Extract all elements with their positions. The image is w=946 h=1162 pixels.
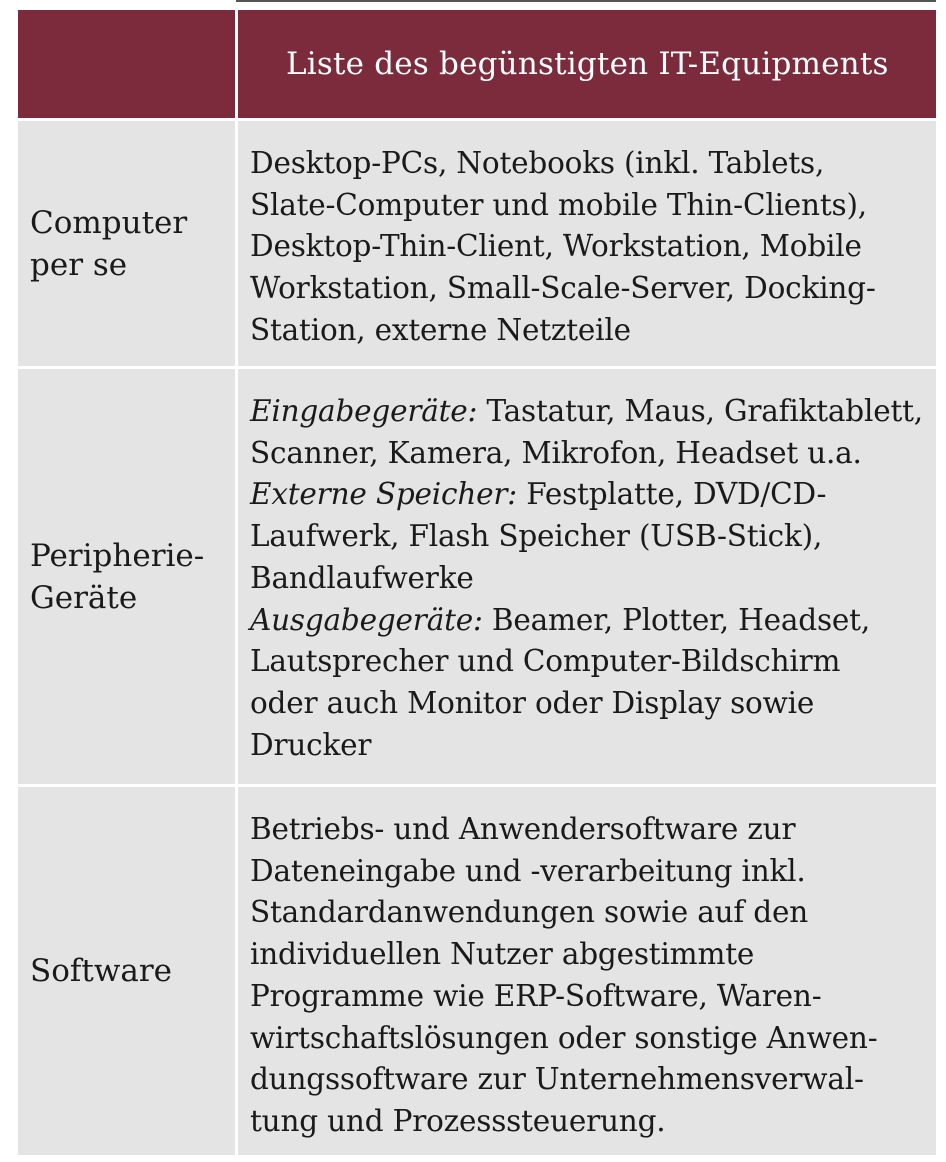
content-line: [250, 474, 926, 516]
row-label: [18, 787, 235, 1155]
row-content: [238, 121, 936, 366]
content-line: Desktop-Thin-Client, Workstation, Mobile: [250, 229, 862, 264]
table-row-peripherie: [18, 366, 936, 784]
row-content: [238, 787, 936, 1155]
content-line: [250, 600, 926, 642]
row-label-line: per se: [30, 246, 128, 283]
group-heading: Ausgabegeräte:: [250, 602, 483, 637]
top-rule: [236, 0, 936, 2]
content-line: Dateneingabe und -verarbeitung inkl.: [250, 853, 806, 888]
content-line: wirtschaftslösungen oder sonstige Anwen-: [250, 1020, 878, 1055]
table-row-software: [18, 784, 936, 1155]
content-line: Workstation, Small-Scale-Server, Docking-: [250, 271, 876, 306]
content-line: Laufwerk, Flash Speicher (USB-Stick),: [250, 519, 823, 554]
content-line: Slate-Computer und mobile Thin-Clients),: [250, 187, 867, 222]
row-label: [18, 369, 235, 784]
content-line: Programme wie ERP-Software, Waren-: [250, 978, 822, 1013]
row-label-line: Computer: [30, 204, 188, 241]
header-title: Liste des begünstigten IT-Equipments: [238, 10, 936, 118]
group-heading: Eingabegeräte:: [250, 394, 478, 428]
content-line: Station, externe Netzteile: [250, 312, 631, 347]
row-label: [18, 121, 235, 366]
content-line: Bandlaufwerke: [250, 560, 474, 595]
content-line: Desktop-PCs, Notebooks (inkl. Tablets,: [250, 146, 825, 180]
header-empty-cell: [18, 10, 235, 118]
content-line: Scanner, Kamera, Mikrofon, Headset u.a.: [250, 435, 862, 470]
content-line: [250, 391, 926, 433]
group-text: Tastatur, Maus, Grafiktablett,: [477, 394, 923, 428]
group-heading: Externe Speicher:: [250, 477, 518, 512]
table-row-computer: [18, 118, 936, 366]
table-header: [18, 10, 936, 118]
content-line: tung und Prozesssteuerung.: [250, 1103, 666, 1138]
equipment-table: [18, 10, 936, 1155]
row-label-line: Software: [30, 953, 173, 989]
content-line: Drucker: [250, 727, 372, 762]
content-line: dungssoftware zur Unternehmensverwal-: [250, 1062, 864, 1097]
content-line: Lautsprecher und Computer-Bildschirm: [250, 644, 841, 679]
content-line: individuellen Nutzer abgestimmte: [250, 937, 755, 972]
content-line: Standardanwendungen sowie auf den: [250, 895, 809, 930]
group-text: Festplatte, DVD/CD-: [517, 477, 827, 512]
row-label-line: Geräte: [30, 579, 138, 616]
row-label-line: Peripherie-: [30, 537, 205, 574]
row-content: [238, 369, 936, 784]
content-line: Betriebs- und Anwendersoftware zur: [250, 812, 796, 846]
content-line: oder auch Monitor oder Display sowie: [250, 685, 815, 720]
group-text: Beamer, Plotter, Headset,: [482, 602, 871, 637]
